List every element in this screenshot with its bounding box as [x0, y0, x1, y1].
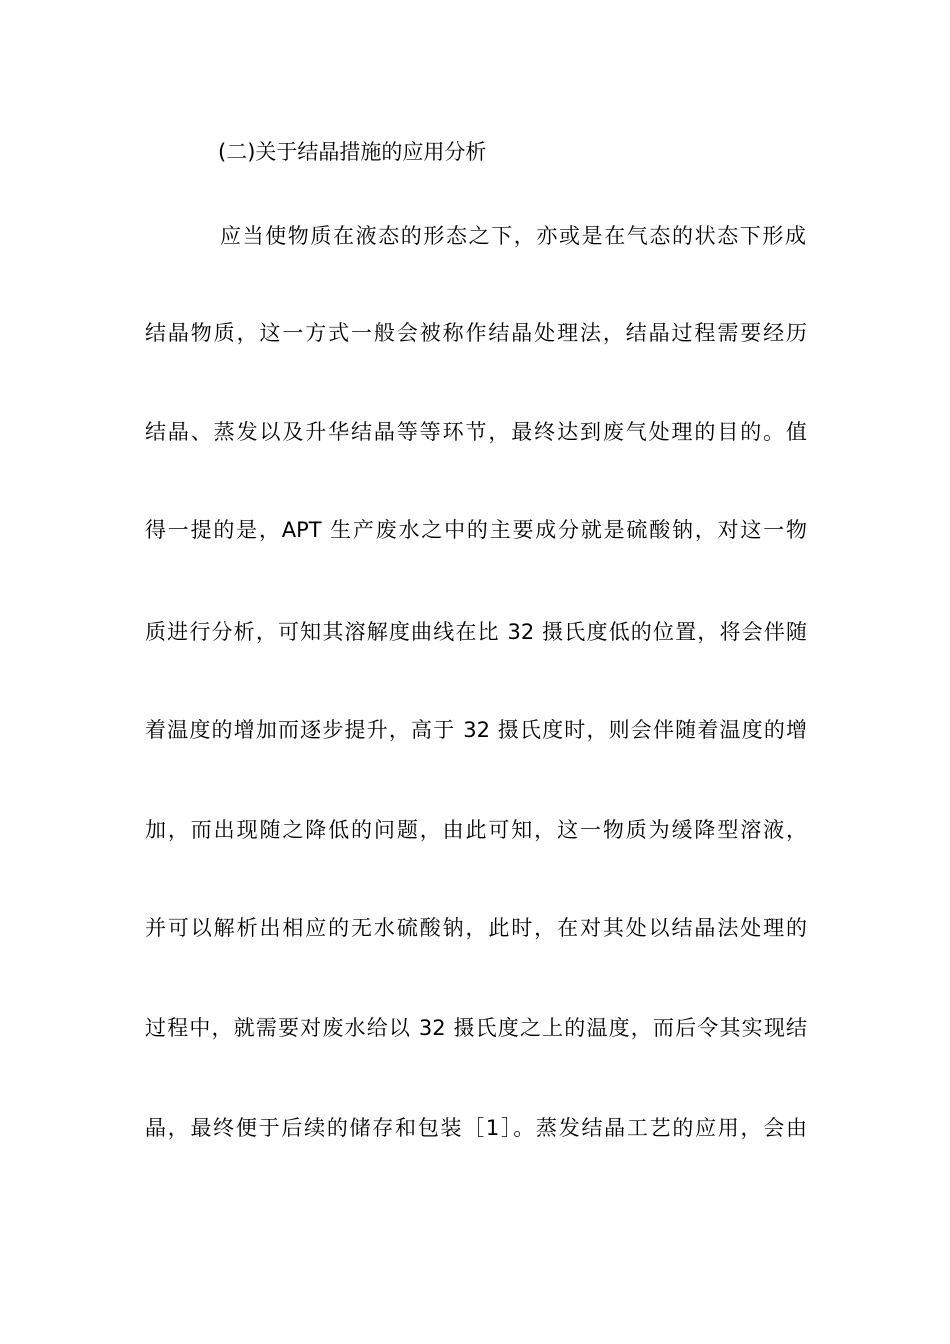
- paragraph-line: 加，而出现随之降低的问题，由此可知，这一物质为缓降型溶液，: [145, 818, 807, 842]
- section-heading: (二)关于结晶措施的应用分析: [218, 140, 487, 164]
- paragraph-line: 结晶物质，这一方式一般会被称作结晶处理法，结晶过程需要经历: [145, 321, 807, 345]
- paragraph-line: 并可以解析出相应的无水硫酸钠，此时，在对其处以结晶法处理的: [145, 916, 807, 940]
- paragraph-line: 晶，最终便于后续的储存和包装［1］。蒸发结晶工艺的应用，会由: [145, 1116, 807, 1140]
- paragraph-line: 得一提的是，APT 生产废水之中的主要成分就是硫酸钠，对这一物: [145, 518, 807, 542]
- paragraph-line: 质进行分析，可知其溶解度曲线在比 32 摄氏度低的位置，将会伴随: [145, 620, 807, 644]
- paragraph-line: 过程中，就需要对废水给以 32 摄氏度之上的温度，而后令其实现结: [145, 1016, 807, 1040]
- paragraph-line: 着温度的增加而逐步提升，高于 32 摄氏度时，则会伴随着温度的增: [145, 718, 807, 742]
- paragraph-line: 结晶、蒸发以及升华结晶等等环节，最终达到废气处理的目的。值: [145, 420, 807, 444]
- paragraph-line: 应当使物质在液态的形态之下，亦或是在气态的状态下形成: [220, 224, 806, 248]
